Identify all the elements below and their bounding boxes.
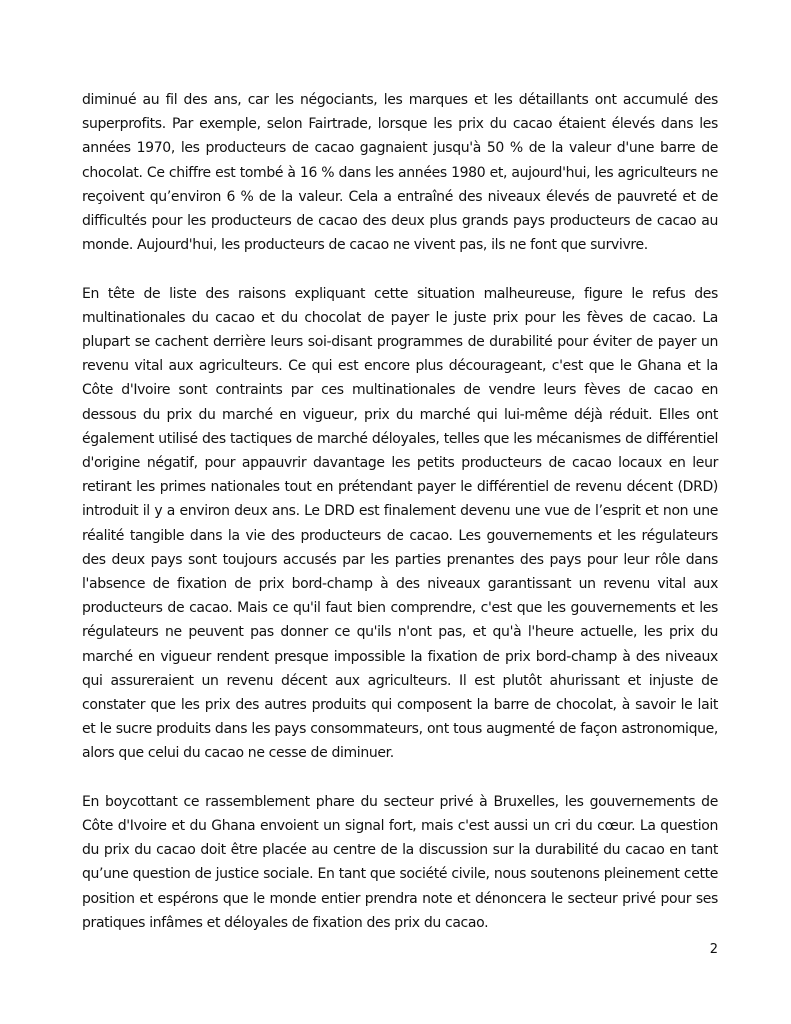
paragraph-3: En boycottant ce rassemblement phare du secteur privé à Bruxelles, les gouvernements de Côte d'Ivoire et du Ghana envoient un signal fort, mais c'est aussi un cri du cœur. La question du prix du cacao doit être placée au centre de la discussion sur la durabilité du cacao en tant qu’une question de justice sociale. En tant que société civile, nous soutenons pleinement cette position et espérons que le monde entier prendra note et dénoncera le secteur privé pour ses pratiques infâmes et déloyales de fixation des prix du cacao. — [82, 793, 718, 931]
body-text — [82, 88, 718, 959]
paragraph-2: En tête de liste des raisons expliquant cette situation malheureuse, figure le refus des multinationales du cacao et du chocolat de payer le juste prix pour les fèves de cacao. La plupart se cachent derrière leurs soi-disant programmes de durabilité pour éviter de payer un revenu vital aux agriculteurs. Ce qui est encore plus décourageant, c'est que le Ghana et la Côte d'Ivoire sont contraints par ces multinationales de vendre leurs fèves de cacao en dessous du prix du marché en vigueur, prix du marché qui lui-même déjà réduit. Elles ont également utilisé des tactiques de marché déloyales, telles que les mécanismes de différentiel d'origine négatif, pour appauvrir davantage les petits producteurs de cacao locaux en leur retirant les primes nationales tout en prétendant payer le différentiel de revenu décent (DRD) introduit il y a environ deux ans. Le DRD est finalement devenu une vue de l’esprit et non une réalité tangible dans la vie des producteurs de cacao. Les gouvernements et les régulateurs des deux pays sont toujours accusés par les parties prenantes des pays pour leur rôle dans l'absence de fixation de prix bord-champ à des niveaux garantissant un revenu vital aux producteurs de cacao. Mais ce qu'il faut bien comprendre, c'est que les gouvernements et les régulateurs ne peuvent pas donner ce qu'ils n'ont pas, et qu'à l'heure actuelle, les prix du marché en vigueur rendent presque impossible la fixation de prix bord-champ à des niveaux qui assureraient un revenu décent aux agriculteurs. Il est plutôt ahurissant et injuste de constater que les prix des autres produits qui composent la barre de chocolat, à savoir le lait et le sucre produits dans les pays consommateurs, ont tous augmenté de façon astronomique, alors que celui du cacao ne cesse de diminuer. — [82, 285, 718, 762]
paragraph-1: diminué au fil des ans, car les négociants, les marques et les détaillants ont accumulé des superprofits. Par exemple, selon Fairtrade, lorsque les prix du cacao étaient élevés dans les années 1970, les producteurs de cacao gagnaient jusqu'à 50 % de la valeur d'une barre de chocolat. Ce chiffre est tombé à 16 % dans les années 1980 et, aujourd'hui, les agriculteurs ne reçoivent qu’environ 6 % de la valeur. Cela a entraîné des niveaux élevés de pauvreté et de difficultés pour les producteurs de cacao des deux plus grands pays producteurs de cacao au monde. Aujourd'hui, les producteurs de cacao ne vivent pas, ils ne font que survivre. — [82, 92, 718, 254]
page-number: 2 — [709, 942, 718, 957]
